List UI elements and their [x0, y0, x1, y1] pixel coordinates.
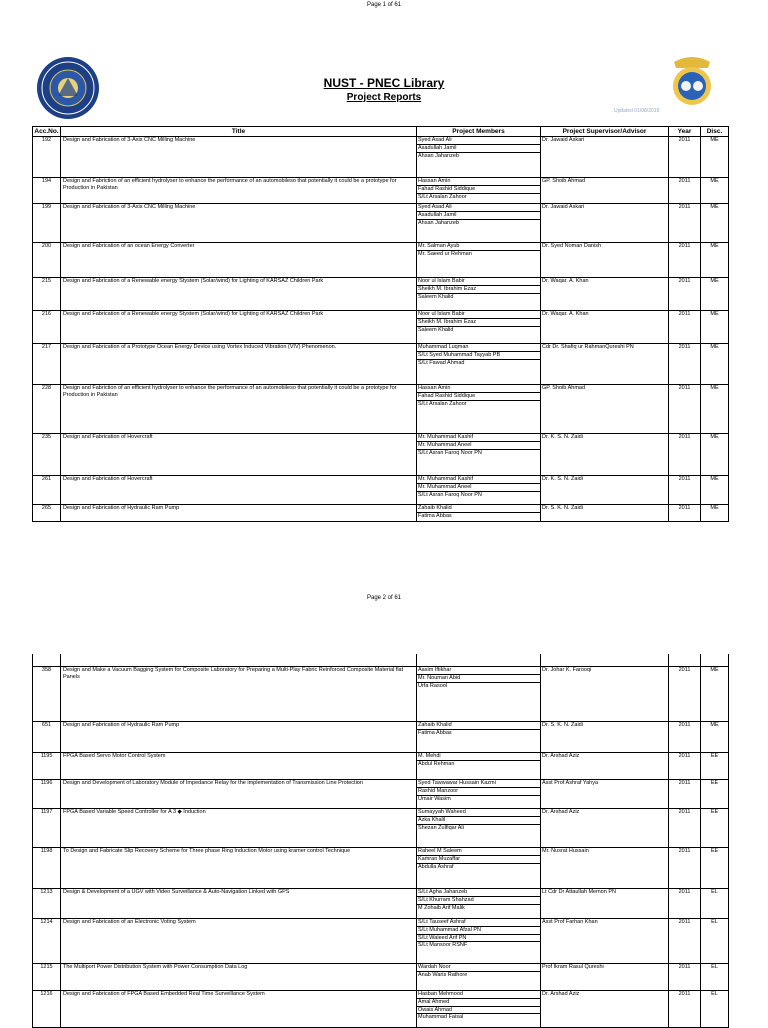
member-name: Amal Ahmed	[417, 999, 540, 1007]
member-name: Saleem Khalid	[418, 326, 454, 333]
discipline-cell: ME	[710, 385, 719, 391]
acc-no-cell: 1214	[40, 919, 53, 925]
member-name: S/Lt Asran Faroq Noor PN	[418, 449, 482, 456]
acc-no-cell: 265	[41, 505, 52, 511]
title-cell: Design and Fabrication of Hydraulic Ram Pump	[63, 505, 180, 511]
supervisor-cell: Dr. Syed Noman Danish	[542, 243, 601, 249]
table-row	[33, 667, 729, 722]
table-row	[33, 964, 729, 991]
member-name: Syed Asad Ali	[417, 204, 540, 212]
member-name: Wardah Noor	[417, 964, 540, 972]
year-cell: 2011	[678, 137, 691, 143]
title-cell: FPGA Based Servo Motor Control System	[63, 753, 166, 759]
member-name: Abdul Rehman	[418, 760, 455, 767]
acc-no-cell: 651	[41, 722, 52, 728]
year-cell: 2011	[678, 311, 691, 317]
table-row	[33, 889, 729, 919]
acc-no-cell: 1216	[40, 991, 53, 997]
member-name: Mr. Nouman Abid	[417, 675, 540, 683]
member-name: Zahaib Khalid	[417, 722, 540, 730]
acc-no-cell: 1195	[40, 753, 53, 759]
member-name: Sheikh M. Ibrahim Ezaz	[417, 286, 540, 294]
spacer-row	[33, 654, 729, 667]
member-name: Sheikh M. Ibrahim Ezaz	[417, 319, 540, 327]
page-number-1: Page 1 of 61	[366, 2, 402, 8]
member-name: S/Lt Asran Faroq Noor PN	[418, 491, 482, 498]
university-seal-logo	[36, 56, 100, 125]
member-name: Ahsan Jahanzeb	[418, 152, 459, 159]
acc-no-cell: 1213	[40, 889, 53, 895]
member-name: S/Lt Muhammad Afzal PN	[417, 927, 540, 935]
table-row	[33, 243, 729, 278]
table-header-row	[33, 127, 729, 137]
discipline-cell: ME	[710, 476, 719, 482]
member-name: Fatima Abbas	[418, 729, 452, 736]
discipline-cell: ME	[710, 667, 719, 673]
discipline-cell: EE	[710, 753, 719, 759]
member-name: Aasim Iftikhar	[417, 667, 540, 675]
acc-no-cell: 1198	[40, 848, 53, 854]
member-name: Fahad Rashid Siddique	[417, 186, 540, 194]
supervisor-cell: Lt Cdr Dr Attaullah Memon PN	[542, 889, 616, 895]
member-name: Hassan Amin	[417, 178, 540, 186]
year-cell: 2011	[678, 991, 691, 997]
acc-no-cell: 192	[41, 137, 52, 143]
acc-no-cell: 200	[41, 243, 52, 249]
member-name: M Zohaib Arif Malik	[418, 904, 465, 911]
supervisor-cell: Dr. K. S. N. Zaidi	[542, 434, 583, 440]
member-name: Asadullah Jamil	[417, 145, 540, 153]
year-cell: 2011	[678, 278, 691, 284]
member-name: Mr. Salman Ayub	[417, 243, 540, 251]
table-row	[33, 848, 729, 889]
supervisor-cell: Asst Prof Farhan Khan	[542, 919, 598, 925]
acc-no-cell: 199	[41, 204, 52, 210]
title-cell: Design and Fabrication of 3-Axis CNC Milling Machine	[63, 204, 196, 210]
title-cell: Design and Make a Vacuum Bagging System for Composite Laboratory for Preparing a Multi-Play Fabric Reinforced Composite Material flat Panels	[63, 667, 404, 680]
title-cell: To Design and Fabricate Slip Recovery Scheme for Three phase Ring Induction Motor using kramer control Technique	[63, 848, 351, 854]
member-name: S/Lt Mansoor RSNF	[418, 942, 468, 949]
page-number-2: Page 2 of 61	[366, 595, 402, 601]
title-cell: Design and Fabriction of an efficient hydrolyser to enhance the performance of an automobileso that potentially it could be a prototype for Production in Pakistan	[63, 385, 397, 398]
discipline-cell: EE	[710, 780, 719, 786]
discipline-cell: ME	[710, 505, 719, 511]
member-name: Ahsan Jahanzeb	[418, 219, 459, 226]
report-subtitle: Project Reports	[346, 92, 422, 103]
title-cell: Design and Fabrication of a Renewable energy Stystem (Solar/wind) for Lighting of KARSAZ Children Park	[63, 278, 324, 284]
acc-no-cell: 216	[41, 311, 52, 317]
title-cell: The Multiport Power Distribution System with Power Consumption Data Log	[63, 964, 248, 970]
supervisor-cell: Dr. Arshad Aziz	[542, 809, 580, 815]
member-name: M. Mehdi	[417, 753, 540, 761]
member-name: S/Lt Fawad Ahmad	[418, 359, 465, 366]
acc-no-cell: 1215	[40, 964, 53, 970]
discipline-cell: ME	[710, 311, 719, 317]
supervisor-cell: Asst Prof Ashraf Yahya	[542, 780, 599, 786]
member-name: Mr. Muhammad Kashif	[417, 434, 540, 442]
member-name: S/Lt Waleed Arif PN	[417, 935, 540, 943]
header-discipline: Disc.	[701, 127, 729, 137]
member-name: S/Lt Tauseef Ashraf	[417, 919, 540, 927]
member-name: Umair Wasim	[418, 795, 451, 802]
acc-no-cell: 217	[41, 344, 52, 350]
discipline-cell: ME	[710, 204, 719, 210]
discipline-cell: ME	[710, 243, 719, 249]
member-name: Mr. Muhammad Kashif	[417, 476, 540, 484]
year-cell: 2011	[678, 809, 691, 815]
discipline-cell: ME	[710, 722, 719, 728]
supervisor-cell: Prof Ikram Rasul Qureshi	[542, 964, 604, 970]
member-name: Syed Asad Ali	[417, 137, 540, 145]
discipline-cell: EE	[710, 848, 719, 854]
year-cell: 2011	[678, 344, 691, 350]
member-name: Noor ul Islam Babir	[417, 278, 540, 286]
year-cell: 2011	[678, 753, 691, 759]
member-name: Anab Waris Rathore	[418, 971, 468, 978]
year-cell: 2011	[678, 780, 691, 786]
table-row	[33, 344, 729, 385]
acc-no-cell: 261	[41, 476, 52, 482]
supervisor-cell: Dr. Jawaid Askari	[542, 137, 585, 143]
member-name: Muhammad Faisal	[418, 1014, 464, 1021]
table-row	[33, 137, 729, 178]
member-name: Urfa Rasool	[418, 682, 448, 689]
member-name: Hasban Mehmood	[417, 991, 540, 999]
supervisor-cell: Dr. Waqar. A. Khan	[542, 311, 589, 317]
discipline-cell: ME	[710, 344, 719, 350]
title-cell: Design and Fabrication of a Renewable energy Stystem (Solar/wind) for Lighting of KARSAZ Children Park	[63, 311, 324, 317]
year-cell: 2011	[678, 178, 691, 184]
table-row	[33, 780, 729, 809]
discipline-cell: EL	[711, 919, 718, 925]
updated-date: Updated 01/08/2019	[614, 108, 660, 114]
member-name: Fatima Abbas	[418, 512, 452, 519]
member-name: Fahad Rashid Siddique	[417, 393, 540, 401]
supervisor-cell: Dr. Jawaid Askari	[542, 204, 585, 210]
year-cell: 2011	[678, 964, 691, 970]
acc-no-cell: 194	[41, 178, 52, 184]
member-name: Asadullah Jamil	[417, 212, 540, 220]
table-row	[33, 385, 729, 434]
member-name: S/Lt Syed Muhammad Tayyab PB	[417, 352, 540, 360]
member-name: S/Lt Arsalan Zahoor	[418, 193, 467, 200]
year-cell: 2011	[678, 667, 691, 673]
table-row	[33, 204, 729, 243]
table-row	[33, 278, 729, 311]
table-row	[33, 919, 729, 964]
supervisor-cell: GP. Shoib Ahmad	[542, 178, 586, 184]
year-cell: 2011	[678, 385, 691, 391]
discipline-cell: EL	[711, 964, 718, 970]
year-cell: 2011	[678, 243, 691, 249]
project-table-page-2	[32, 654, 729, 1028]
supervisor-cell: Dr. S. K. N. Zaidi	[542, 722, 583, 728]
acc-no-cell: 235	[41, 434, 52, 440]
title-cell: Design & Development of a UGV with Video Surveillance & Auto-Navigation Linked with GPS	[63, 889, 290, 895]
supervisor-cell: Dr. Arshad Aziz	[542, 753, 580, 759]
acc-no-cell: 228	[41, 385, 52, 391]
title-cell: Design and Fabrication of Hydraulic Ram Pump	[63, 722, 180, 728]
header-year: Year	[669, 127, 701, 137]
year-cell: 2011	[678, 722, 691, 728]
member-name: Abdulla Ashraf	[418, 863, 454, 870]
table-row	[33, 991, 729, 1028]
discipline-cell: ME	[710, 178, 719, 184]
table-row	[33, 476, 729, 505]
discipline-cell: EL	[711, 889, 718, 895]
title-cell: Design and Fabrication of 3-Axis CNC Milling Machine	[63, 137, 196, 143]
member-name: Hassan Amin	[417, 385, 540, 393]
title-cell: Design and Development of Laboratory Module of Impedance Relay for the implementation of Transmission Line Protection	[63, 780, 363, 786]
year-cell: 2011	[678, 848, 691, 854]
member-name: Raheel M Saleem	[417, 848, 540, 856]
acc-no-cell: 1197	[40, 809, 53, 815]
acc-no-cell: 1196	[40, 780, 53, 786]
acc-no-cell: 215	[41, 278, 52, 284]
title-cell: FPGA Based Variable Speed Controller for A 3 ◆ Induction	[63, 809, 206, 815]
supervisor-cell: Dr. Waqar. A. Khan	[542, 278, 589, 284]
member-name: Kamran Muzaffar	[417, 856, 540, 864]
year-cell: 2011	[678, 505, 691, 511]
title-cell: Design and Fabrication of an Electronic Voting System	[63, 919, 196, 925]
member-name: S/Lt Khurram Shahzad	[417, 897, 540, 905]
member-name: S/Lt Arsalan Zahoor	[418, 400, 467, 407]
title-cell: Design and Fabrication of FPGA Based Embedded Real Time Surveillance System	[63, 991, 265, 997]
title-cell: Design and Fabrication of an ocean Energy Converter	[63, 243, 195, 249]
title-cell: Design and Fabriction of an efficient hydrolyser to enhance the performance of an automobileso that potentially it could be a prototype for Production in Pakistan	[63, 178, 397, 191]
table-row	[33, 809, 729, 848]
table-row	[33, 505, 729, 522]
member-name: Syed Tawwawar Hussain Kazmi	[417, 780, 540, 788]
discipline-cell: ME	[710, 278, 719, 284]
supervisor-cell: Cdr Dr. Shafiq ur RahmanQureshi PN	[542, 344, 634, 350]
supervisor-cell: GP. Shoib Ahmad	[542, 385, 586, 391]
year-cell: 2011	[678, 889, 691, 895]
member-name: Owais Ahmad	[417, 1007, 540, 1015]
member-name: Rashid Manzoor	[417, 788, 540, 796]
year-cell: 2011	[678, 434, 691, 440]
year-cell: 2011	[678, 204, 691, 210]
member-name: Saleem Khalid	[418, 293, 454, 300]
project-table-page-1	[32, 126, 729, 522]
supervisor-cell: Mr. Nusrat Hussain	[542, 848, 589, 854]
table-row	[33, 722, 729, 753]
member-name: Muhammad Luqman	[417, 344, 540, 352]
member-name: Mr. Muhammad Aneel	[417, 484, 540, 492]
table-row	[33, 178, 729, 204]
year-cell: 2011	[678, 919, 691, 925]
member-name: Mr. Saeed ur Rehman	[418, 250, 472, 257]
year-cell: 2011	[678, 476, 691, 482]
header-title: Title	[61, 127, 417, 137]
header-project-members: Project Members	[417, 127, 541, 137]
supervisor-cell: Dr. K. S. N. Zaidi	[542, 476, 583, 482]
discipline-cell: ME	[710, 137, 719, 143]
header-supervisor: Project Supervisor/Advisor	[541, 127, 669, 137]
table-row	[33, 434, 729, 476]
table-row	[33, 311, 729, 344]
supervisor-cell: Dr. Johar K. Farooqi	[542, 667, 592, 673]
title-cell: Design and Fabrication of Hovercraft	[63, 434, 153, 440]
supervisor-cell: Dr. S. K. N. Zaidi	[542, 505, 583, 511]
title-cell: Design and Fabrication of a Prototype Ocean Energy Device using Vortex Induced Vibration (VIV) Phenomenon.	[63, 344, 337, 350]
header-acc-no: Acc.No.	[34, 128, 59, 135]
member-name: Sumayyah Waheed	[417, 809, 540, 817]
table-row	[33, 753, 729, 780]
member-name: S/Lt Agha Jahanzeb	[417, 889, 540, 897]
member-name: Shezan Zulfiqar Ali	[418, 824, 464, 831]
library-title: NUST - PNEC Library	[323, 76, 445, 90]
discipline-cell: EL	[711, 991, 718, 997]
discipline-cell: EE	[710, 809, 719, 815]
discipline-cell: ME	[710, 434, 719, 440]
member-name: Zahaib Khalid	[417, 505, 540, 513]
member-name: Noor ul Islam Babir	[417, 311, 540, 319]
acc-no-cell: 358	[41, 667, 52, 673]
member-name: Azka Khalil	[417, 817, 540, 825]
member-name: Mr. Muhammad Aneel	[417, 442, 540, 450]
supervisor-cell: Dr. Arshad Aziz	[542, 991, 580, 997]
title-cell: Design and Fabrication of Hovercraft	[63, 476, 153, 482]
